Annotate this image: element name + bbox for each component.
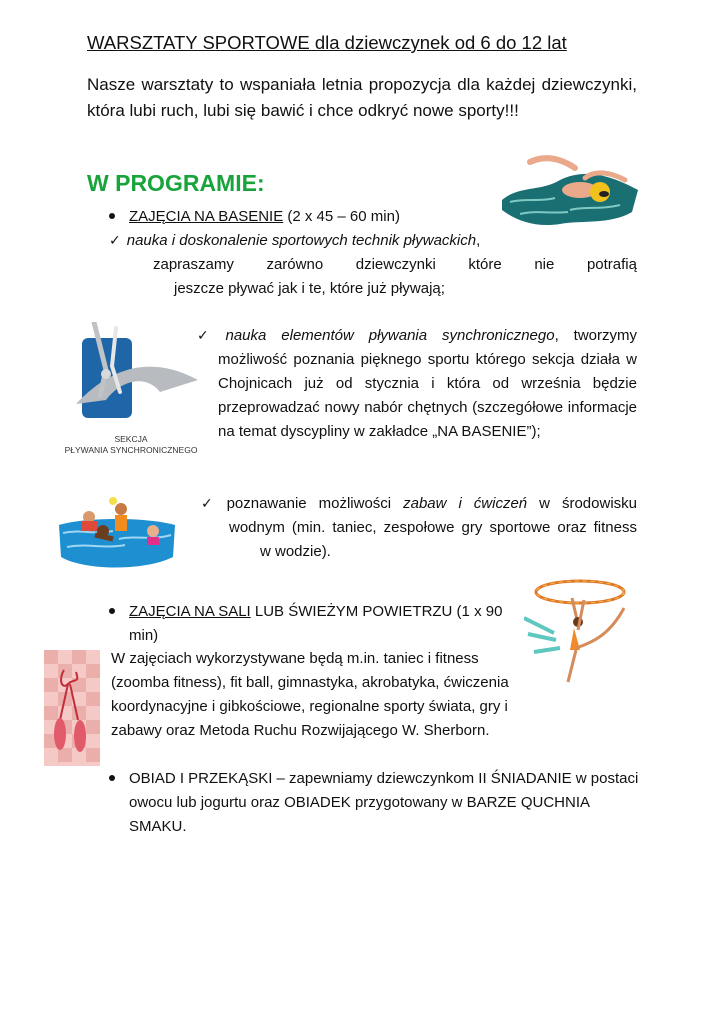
logo-line-2: PŁYWANIA SYNCHRONICZNEGO: [64, 445, 198, 455]
bullet-dot: [109, 213, 115, 219]
ballet-shoes-illustration: [44, 650, 100, 766]
food-text: OBIAD I PRZEKĄSKI – zapewniamy dziewczynkom II ŚNIADANIE w postaci owocu lub jogurtu oraz OBIADEK przygotowany w BARZE QUCHNIA SMAKU.: [129, 770, 639, 835]
gym-label: ZAJĘCIA NA SALI: [129, 603, 251, 620]
checkmark-icon: ✓: [109, 233, 121, 249]
pool-label: ZAJĘCIA NA BASENIE: [129, 208, 284, 225]
check1-italic: nauka i doskonalenie sportowych technik pływackich: [126, 232, 477, 249]
bullet-dot: [109, 775, 115, 781]
pool-bullet: [109, 205, 400, 229]
checkmark-icon: ✓: [201, 496, 221, 512]
bullet-dot: [109, 608, 115, 614]
check2-italic: nauka elementów pływania synchronicznego: [225, 327, 555, 344]
gym-body: W zajęciach wykorzystywane będą m.in. taniec i fitness (zoomba fitness), fit ball, gimnastyka, akrobatyka, ćwiczenia koordynacyjne i gibkościowe, regionalne sporty świata, gry i zabawy oraz Metoda Ruchu Rozwijającego W. Sherborn.: [111, 650, 509, 739]
check2-rest: , tworzymy: [554, 327, 637, 344]
check3-line2: wodnym (min. taniec, zespołowe gry sportowe oraz fitness: [229, 519, 637, 536]
pool-check-1: [109, 229, 480, 253]
check3-italic: zabaw i ćwiczeń: [403, 495, 528, 512]
pool-check-3: [201, 492, 637, 516]
swimmer-illustration: [500, 150, 640, 230]
gym-label-line2: min): [129, 627, 159, 644]
gym-label-rest: LUB ŚWIEŻYM POWIETRZU (1 x 90: [250, 603, 503, 620]
check3-line3: w wodzie).: [260, 543, 331, 560]
program-heading: W PROGRAMIE:: [87, 170, 265, 196]
pool-duration: (2 x 45 – 60 min): [283, 208, 400, 225]
pool-check-2: [197, 324, 637, 348]
check3-b: w środowisku: [527, 495, 638, 512]
intro-paragraph: Nasze warsztaty to wspaniała letnia propozycja dla każdej dziewczynki, która lubi ruch, lubi się bawić i chce odkryć nowe sporty!!!: [87, 75, 637, 120]
synchro-logo-text: [56, 434, 206, 456]
check1-line2: zapraszamy zarówno dziewczynki które nie potrafią: [153, 256, 637, 273]
gym-bullet: [109, 600, 502, 624]
check3-a: poznawanie możliwości: [226, 495, 404, 512]
logo-line-1: SEKCJA: [114, 434, 148, 444]
document-title: WARSZTATY SPORTOWE dla dziewczynek od 6 do 12 lat: [87, 32, 567, 53]
check1-line3: jeszcze pływać jak i te, które już pływają;: [174, 280, 445, 297]
water-play-illustration: [55, 487, 179, 575]
synchro-logo-icon: [76, 322, 198, 422]
gymnast-hoop-illustration: [524, 578, 632, 684]
check2-body: możliwość poznania pięknego sportu którego sekcja działa w Chojnicach już od stycznia i która od września będzie przeprowadzać nowy nabór chętnych (szczegółowe informacje na temat dyscypliny w zakładce „NA BASENIE”);: [218, 351, 637, 440]
check1-rest: ,: [476, 232, 481, 249]
checkmark-icon: ✓: [197, 328, 220, 344]
food-bullet: [109, 767, 125, 791]
